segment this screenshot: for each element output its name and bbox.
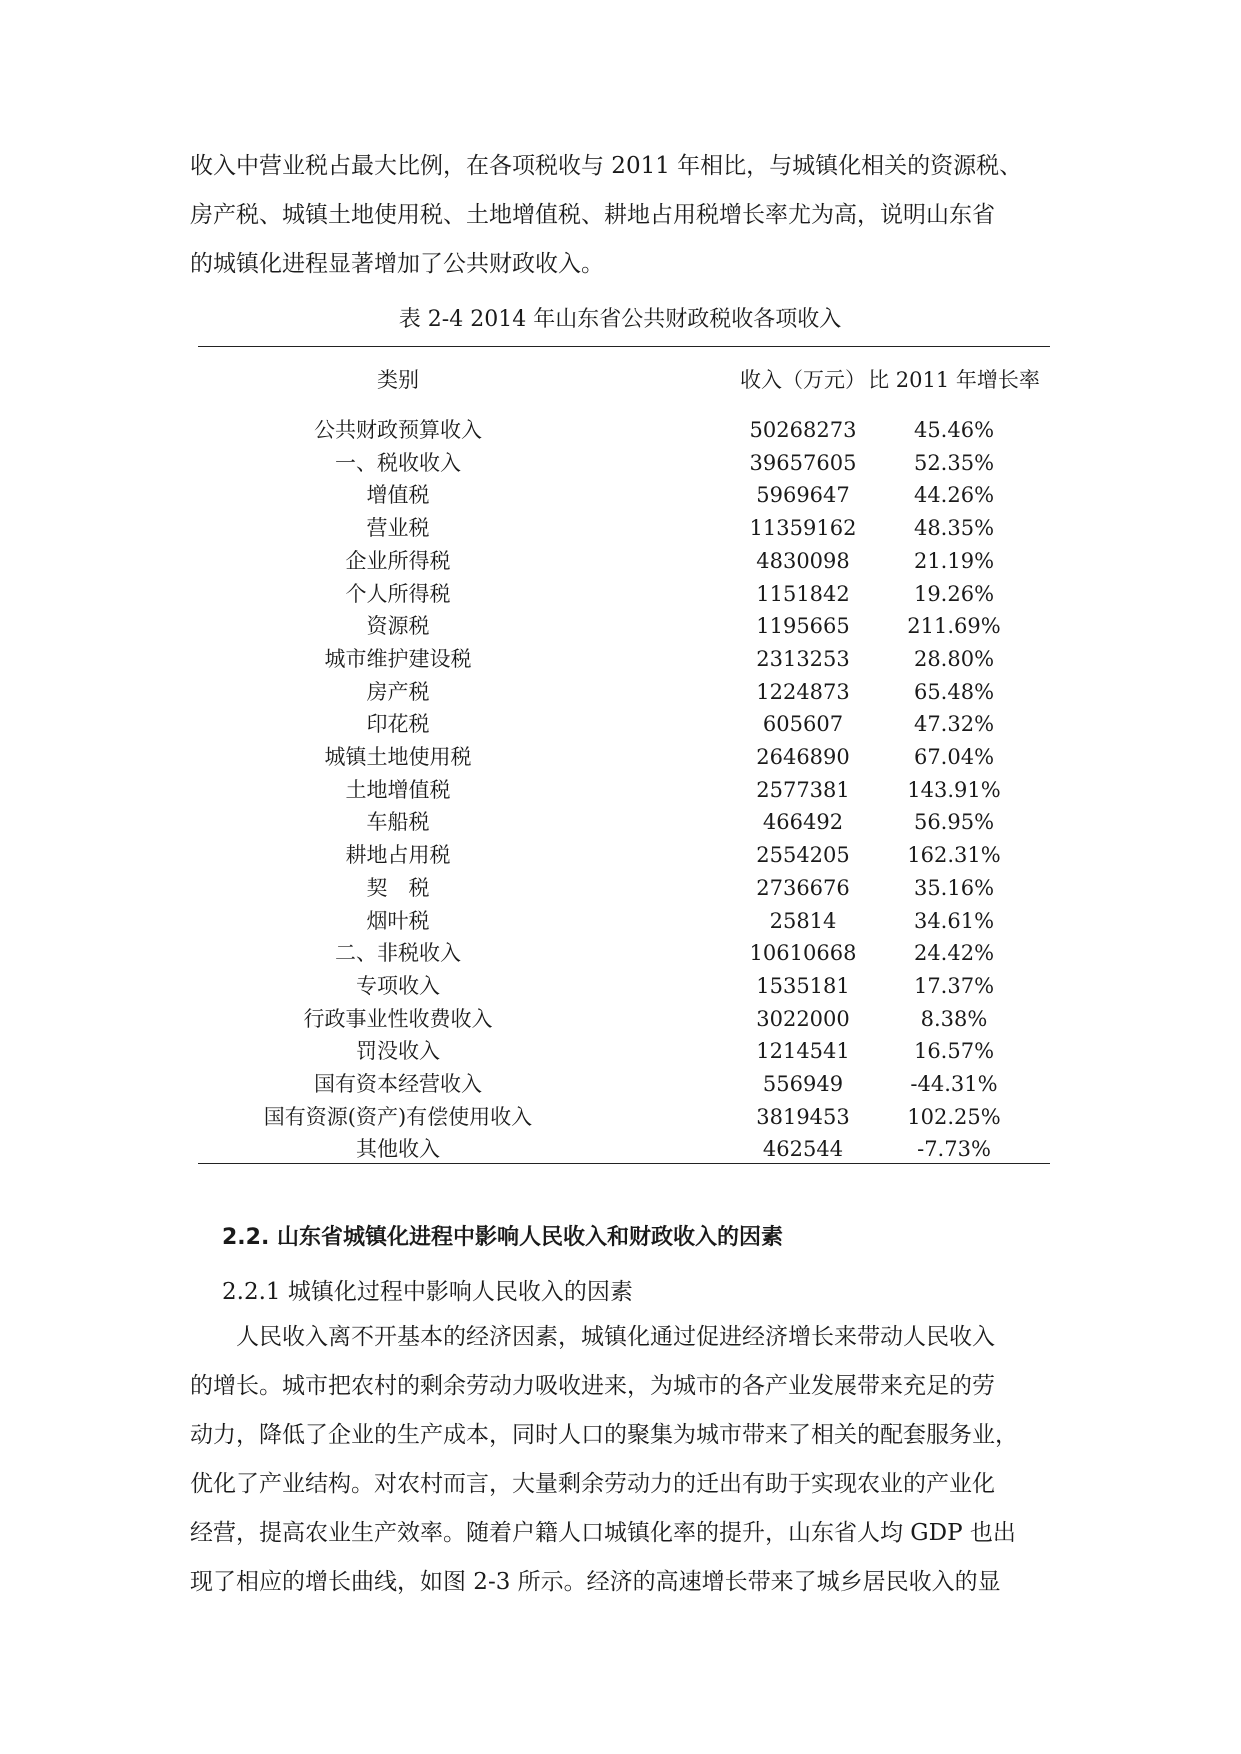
- cell-income: 3819453: [756, 1104, 850, 1129]
- cell-category: 资源税: [366, 614, 430, 639]
- cell-growth: 211.69%: [907, 614, 1001, 639]
- cell-growth: 102.25%: [907, 1104, 1001, 1129]
- table-row: [198, 479, 1050, 512]
- cell-category: 罚没收入: [356, 1039, 440, 1064]
- header-growth: 比 2011 年增长率: [868, 368, 1040, 392]
- cell-growth: 162.31%: [907, 843, 1001, 868]
- cell-growth: -7.73%: [917, 1137, 991, 1162]
- cell-income: 11359162: [749, 516, 857, 541]
- cell-category: 个人所得税: [345, 581, 451, 606]
- paragraph-bottom: [190, 1313, 1060, 1607]
- cell-income: 462544: [762, 1137, 844, 1162]
- cell-category: 专项收入: [356, 973, 440, 998]
- section-subheading: 2.2.1 城镇化过程中影响人民收入的因素: [222, 1279, 633, 1305]
- table-row: [198, 1003, 1050, 1036]
- cell-growth: 52.35%: [913, 450, 995, 475]
- cell-growth: 56.95%: [913, 810, 995, 835]
- cell-growth: -44.31%: [910, 1072, 998, 1096]
- table-row: [198, 414, 1050, 447]
- cell-category: 契 税: [366, 875, 430, 900]
- table-row: [198, 676, 1050, 709]
- cell-income: 1214541: [756, 1039, 850, 1064]
- section-heading: 2.2. 山东省城镇化进程中影响人民收入和财政收入的因素: [222, 1225, 783, 1250]
- table-row: [198, 872, 1050, 905]
- cell-category: 城镇土地使用税: [324, 745, 472, 769]
- cell-category: 增值税: [366, 483, 430, 508]
- table-caption: 表 2-4 2014 年山东省公共财政税收各项收入: [398, 307, 842, 332]
- paragraph-line: 优化了产业结构。对农村而言，大量剩余劳动力的迁出有助于实现农业的产业化: [190, 1471, 995, 1497]
- table-row: [198, 545, 1050, 578]
- table-row: [198, 905, 1050, 938]
- cell-income: 2313253: [756, 646, 850, 671]
- cell-income: 5969647: [756, 483, 850, 508]
- cell-income: 50268273: [749, 418, 857, 442]
- cell-income: 1535181: [756, 973, 850, 998]
- cell-income: 39657605: [749, 450, 857, 475]
- cell-growth: 44.26%: [913, 483, 995, 508]
- table-top-rule: [198, 346, 1050, 347]
- cell-category: 烟叶税: [366, 908, 430, 933]
- cell-income: 2736676: [756, 875, 850, 900]
- cell-growth: 143.91%: [907, 777, 1001, 802]
- cell-category: 城市维护建设税: [324, 646, 472, 671]
- cell-category: 印花税: [366, 712, 430, 737]
- cell-growth: 19.26%: [913, 581, 995, 606]
- cell-category: 公共财政预算收入: [314, 418, 482, 442]
- paragraph-line: 的城镇化进程显著增加了公共财政收入。: [190, 251, 604, 277]
- cell-growth: 24.42%: [913, 941, 995, 966]
- cell-category: 营业税: [366, 516, 430, 541]
- cell-growth: 16.57%: [913, 1039, 995, 1064]
- cell-growth: 17.37%: [913, 973, 995, 998]
- paragraph-line: 经营，提高农业生产效率。随着户籍人口城镇化率的提升，山东省人均 GDP 也出: [190, 1520, 1016, 1546]
- table-row: [198, 708, 1050, 741]
- table-row: [198, 643, 1050, 676]
- cell-income: 466492: [762, 810, 844, 835]
- cell-income: 1195665: [756, 614, 850, 639]
- cell-income: 556949: [762, 1072, 844, 1096]
- cell-category: 企业所得税: [345, 548, 451, 573]
- cell-income: 3022000: [756, 1006, 850, 1031]
- table-row: [198, 1035, 1050, 1068]
- cell-income: 10610668: [749, 941, 857, 966]
- table-row: [198, 610, 1050, 643]
- paragraph-line: 现了相应的增长曲线，如图 2-3 所示。经济的高速增长带来了城乡居民收入的显: [190, 1569, 1001, 1595]
- cell-income: 4830098: [756, 548, 850, 573]
- cell-category: 国有资源(资产)有偿使用收入: [263, 1104, 533, 1129]
- table-row: [198, 774, 1050, 807]
- cell-growth: 48.35%: [913, 516, 995, 541]
- cell-growth: 34.61%: [913, 908, 995, 933]
- cell-category: 耕地占用税: [345, 843, 451, 868]
- cell-income: 2554205: [756, 843, 850, 868]
- cell-income: 1224873: [756, 679, 850, 704]
- cell-growth: 45.46%: [913, 418, 995, 442]
- table-row: [198, 741, 1050, 774]
- table-header: [198, 358, 1050, 398]
- table-row: [198, 806, 1050, 839]
- cell-category: 车船税: [366, 810, 430, 835]
- cell-category: 其他收入: [356, 1137, 440, 1162]
- table-row: [198, 970, 1050, 1003]
- header-income: 收入（万元）: [740, 368, 866, 392]
- cell-growth: 28.80%: [913, 646, 995, 671]
- table-row: [198, 839, 1050, 872]
- cell-income: 1151842: [756, 581, 850, 606]
- cell-category: 一、税收收入: [335, 450, 461, 475]
- table-bottom-rule: [198, 1163, 1050, 1164]
- table-row: [198, 578, 1050, 611]
- cell-growth: 47.32%: [913, 712, 995, 737]
- paragraph-line: 的增长。城市把农村的剩余劳动力吸收进来，为城市的各产业发展带来充足的劳: [190, 1373, 995, 1399]
- cell-growth: 8.38%: [920, 1006, 988, 1031]
- cell-category: 行政事业性收费收入: [303, 1006, 493, 1031]
- cell-income: 2577381: [756, 777, 850, 802]
- cell-category: 二、非税收入: [335, 941, 461, 966]
- table-row: [198, 447, 1050, 480]
- table-row: [198, 512, 1050, 545]
- paragraph-line: 收入中营业税占最大比例，在各项税收与 2011 年相比，与城镇化相关的资源税、: [190, 153, 1023, 179]
- header-category: 类别: [377, 368, 419, 392]
- cell-growth: 21.19%: [913, 548, 995, 573]
- cell-income: 2646890: [756, 745, 850, 769]
- cell-income: 25814: [769, 908, 837, 933]
- table-row: [198, 1068, 1050, 1101]
- cell-income: 605607: [762, 712, 844, 737]
- cell-category: 国有资本经营收入: [314, 1072, 482, 1096]
- paragraph-line: 房产税、城镇土地使用税、土地增值税、耕地占用税增长率尤为高，说明山东省: [190, 202, 995, 228]
- paragraph-line: 动力，降低了企业的生产成本，同时人口的聚集为城市带来了相关的配套服务业，: [190, 1422, 1018, 1448]
- table-row: [198, 937, 1050, 970]
- table-row: [198, 1133, 1050, 1166]
- cell-growth: 35.16%: [913, 875, 995, 900]
- cell-growth: 65.48%: [913, 679, 995, 704]
- cell-category: 房产税: [366, 679, 430, 704]
- table-row: [198, 1101, 1050, 1134]
- cell-growth: 67.04%: [913, 745, 995, 769]
- paragraph-top: [190, 142, 1060, 289]
- paragraph-line: 人民收入离不开基本的经济因素，城镇化通过促进经济增长来带动人民收入: [190, 1324, 995, 1350]
- cell-category: 土地增值税: [345, 777, 451, 802]
